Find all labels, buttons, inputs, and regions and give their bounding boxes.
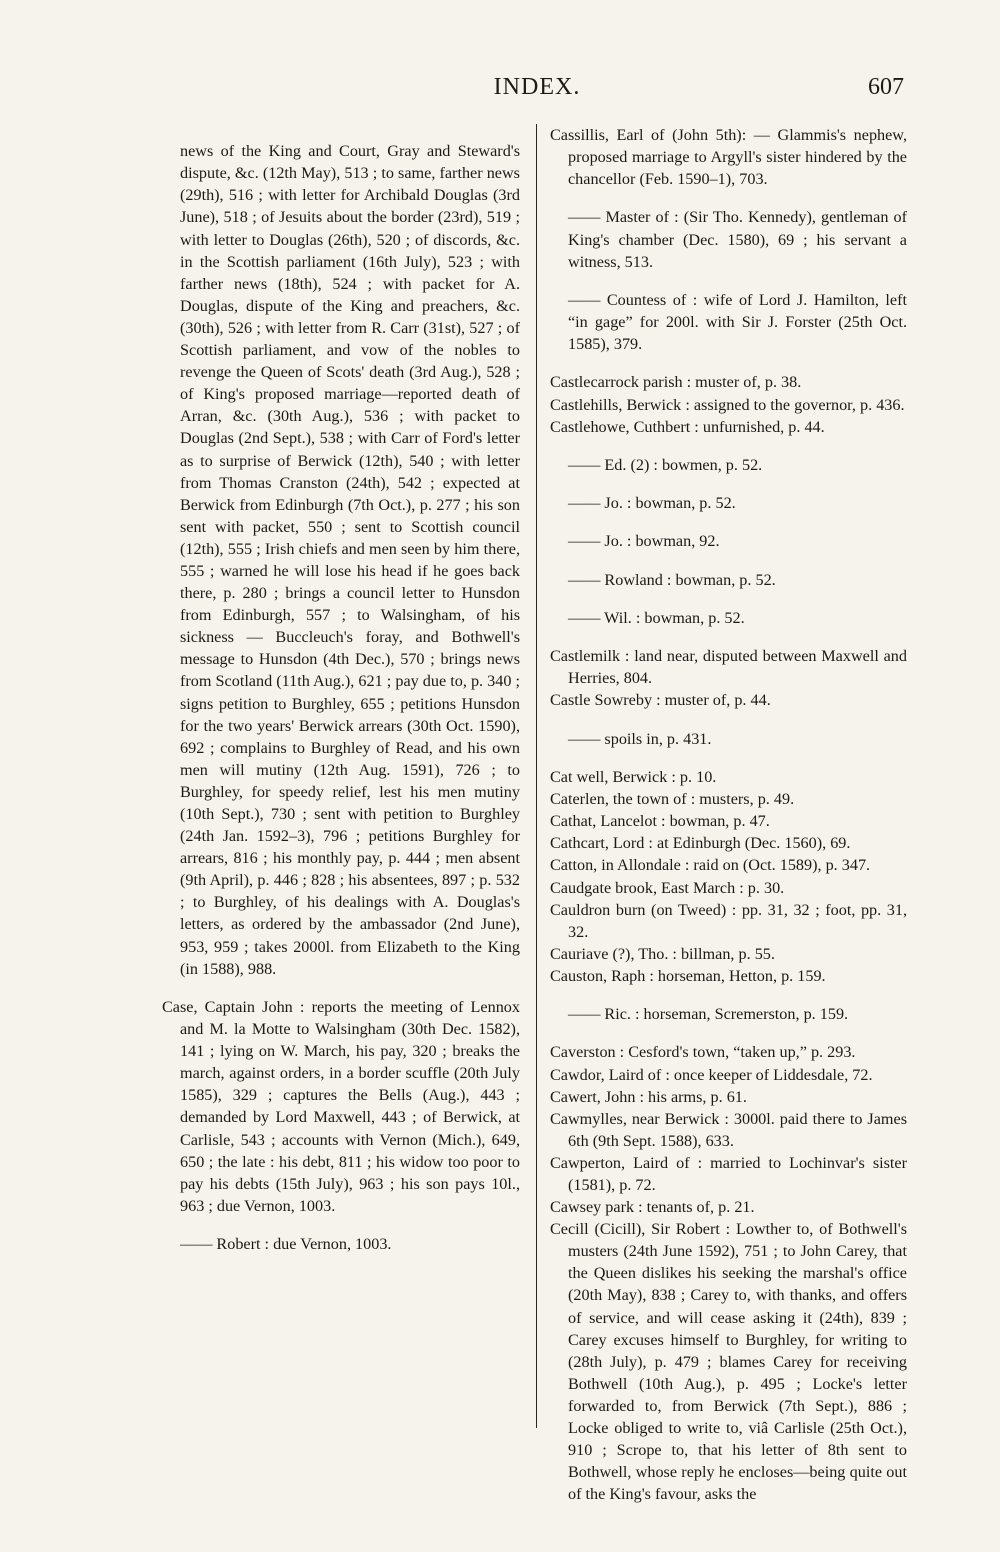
index-subentry: —— Jo. : bowman, 92. xyxy=(568,532,720,551)
index-entry: Cawert, John : his arms, p. 61. xyxy=(550,1087,747,1106)
index-subentry: —— Countess of : wife of Lord J. Hamilton, left “in gage” for 200l. with Sir J. Forster (25th Oct. 1585), 379. xyxy=(568,290,907,354)
index-entry: Cauriave (?), Tho. : billman, p. 55. xyxy=(550,944,775,963)
index-entry: Catton, in Allondale : raid on (Oct. 1589), p. 347. xyxy=(550,856,871,875)
index-subentry: —— Robert : due Vernon, 1003. xyxy=(180,1235,392,1254)
index-entry: Cathcart, Lord : at Edinburgh (Dec. 1560), 69. xyxy=(550,834,851,853)
index-subentry: —— Rowland : bowman, p. 52. xyxy=(568,570,776,589)
index-column-left xyxy=(162,124,520,1271)
index-subentry: —— Jo. : bowman, p. 52. xyxy=(568,494,736,513)
index-entry: Castlemilk : land near, disputed between Maxwell and Herries, 804. xyxy=(550,647,907,688)
index-subentry: —— Master of : (Sir Tho. Kennedy), gentleman of King's chamber (Dec. 1580), 69 ; his servant a witness, 513. xyxy=(568,208,907,271)
index-column-right xyxy=(550,124,907,1505)
index-subentry: —— Ed. (2) : bowmen, p. 52. xyxy=(568,455,763,474)
index-entry: Cassillis, Earl of (John 5th): — Glammis's nephew, proposed marriage to Argyll's sister hindered by the chancellor (Feb. 1590–1), 703. xyxy=(550,126,907,189)
index-entry: Caudgate brook, East March : p. 30. xyxy=(550,878,785,897)
index-entry: Cawperton, Laird of : married to Lochinvar's sister (1581), p. 72. xyxy=(550,1153,907,1194)
index-entry: Caterlen, the town of : musters, p. 49. xyxy=(550,790,795,809)
index-entry: Cawmylles, near Berwick : 3000l. paid there to James 6th (9th Sept. 1588), 633. xyxy=(550,1109,907,1150)
index-entry: news of the King and Court, Gray and Steward's dispute, &c. (12th May), 513 ; to same, farther news (29th), 516 ; with letter for Archibald Douglas (3rd June), 518 ; of Jesuits about the border (23rd), 519 ; with letter to Douglas (26th), 520 ; of discords, &c. in the Scottish parliament (16th July), 523 ; with farther news (18th), 524 ; with packet for A. Douglas, dispute of the King and preachers, &c. (30th), 526 ; with letter from R. Carr (31st), 527 ; of Scottish parliament, and vow of the nobles to revenge the Queen of Scots' death (3rd Aug.), 528 ; of King's proposed marriage—reported death of Arran, &c. (30th Aug.), 536 ; with packet to Douglas (2nd Sept.), 538 ; with Carr of Ford's letter as to surprise of Berwick (12th), 540 ; with letter from Thomas Cranston (24th), 542 ; expected at Berwick from Edinburgh (7th Oct.), p. 277 ; his son sent with packet, 550 ; sent to Scottish council (12th), 555 ; Irish chiefs and men seen by him there, 555 ; warned he will lose his head if he goes back there, p. 280 ; brings a council letter to Hunsdon from Edinburgh, 557 ; to Walsingham, of his sickness — Buccleuch's foray, and Bothwell's message to Hunsdon (4th Dec.), 570 ; brings news from Scotland (11th Aug.), 621 ; pay due to, p. 340 ; signs petition to Burghley, 655 ; petitions Hunsdon for the two years' Berwick arrears (30th Oct. 1590), 692 ; complains to Burghley of Read, and his own men will mutiny (12th Aug. 1591), 726 ; to Burghley, for speedy relief, lest his men mutiny (10th Sept.), 730 ; sent with petition to Burghley (24th Jan. 1592–3), 796 ; petitions Burghley for arrears, 816 ; his monthly pay, p. 444 ; men absent (9th April), p. 446 ; 828 ; his absentees, 897 ; p. 532 ; to Burghley, of his dealings with A. Douglas's letters, as ordered by the ambassador (2nd June), 953, 959 ; takes 2000l. from Elizabeth to the King (in 1588), 988. xyxy=(180,142,520,978)
index-entry: Cawdor, Laird of : once keeper of Liddesdale, 72. xyxy=(550,1065,873,1084)
index-entry: Cecill (Cicill), Sir Robert : Lowther to, of Bothwell's musters (24th June 1592), 751 ; to John Carey, that the Queen dislikes his seeking the marshal's office (20th May), 838 ; Carey to, with thanks, and offers of service, and will cease asking it (24th), 839 ; Carey excuses himself to Burghley, for writing to (28th July), p. 479 ; blames Carey for receiving Bothwell (10th Aug.), p. 495 ; Locke's letter forwarded to, from Berwick (7th Sept.), 886 ; Locke obliged to write to, viâ Carlisle (25th Oct.), 910 ; Scrope to, that his letter of 8th sent to Bothwell, whose reply he encloses—being quite out of the King's favour, asks the xyxy=(550,1220,907,1504)
index-entry: Causton, Raph : horseman, Hetton, p. 159. xyxy=(550,966,826,985)
running-title: INDEX. xyxy=(493,74,581,100)
page-number: 607 xyxy=(868,74,904,100)
index-entry: Case, Captain John : reports the meeting of Lennox and M. la Motte to Walsingham (30th Dec. 1582), 141 ; lying on W. March, his pay, 320 ; breaks the march, against orders, in a border scuffle (20th July 1585), 329 ; captures the Bells (Aug.), 443 ; demanded by Lord Maxwell, 443 ; of Berwick, at Carlisle, 543 ; accounts with Vernon (Mich.), 649, 650 ; the late : his debt, 811 ; his widow too poor to pay his debts (15th July), 963 ; his son pays 10l., 963 ; due Vernon, 1003. xyxy=(162,997,520,1215)
index-entry: Castle Sowreby : muster of, p. 44. xyxy=(550,691,771,710)
index-entry: Castlehowe, Cuthbert : unfurnished, p. 44. xyxy=(550,417,825,436)
index-entry: Cathat, Lancelot : bowman, p. 47. xyxy=(550,812,770,831)
index-entry: Cat well, Berwick : p. 10. xyxy=(550,768,717,787)
index-entry: Cawsey park : tenants of, p. 21. xyxy=(550,1198,755,1217)
index-entry: Castlehills, Berwick : assigned to the governor, p. 436. xyxy=(550,395,905,414)
index-entry: Castlecarrock parish : muster of, p. 38. xyxy=(550,373,802,392)
index-entry: Cauldron burn (on Tweed) : pp. 31, 32 ; foot, pp. 31, 32. xyxy=(550,900,907,941)
index-subentry: —— spoils in, p. 431. xyxy=(568,729,712,748)
index-subentry: —— Ric. : horseman, Scremerston, p. 159. xyxy=(568,1005,849,1024)
index-subentry: —— Wil. : bowman, p. 52. xyxy=(568,609,745,627)
column-divider xyxy=(536,124,537,1428)
index-entry: Caverston : Cesford's town, “taken up,” p. 293. xyxy=(550,1043,856,1062)
